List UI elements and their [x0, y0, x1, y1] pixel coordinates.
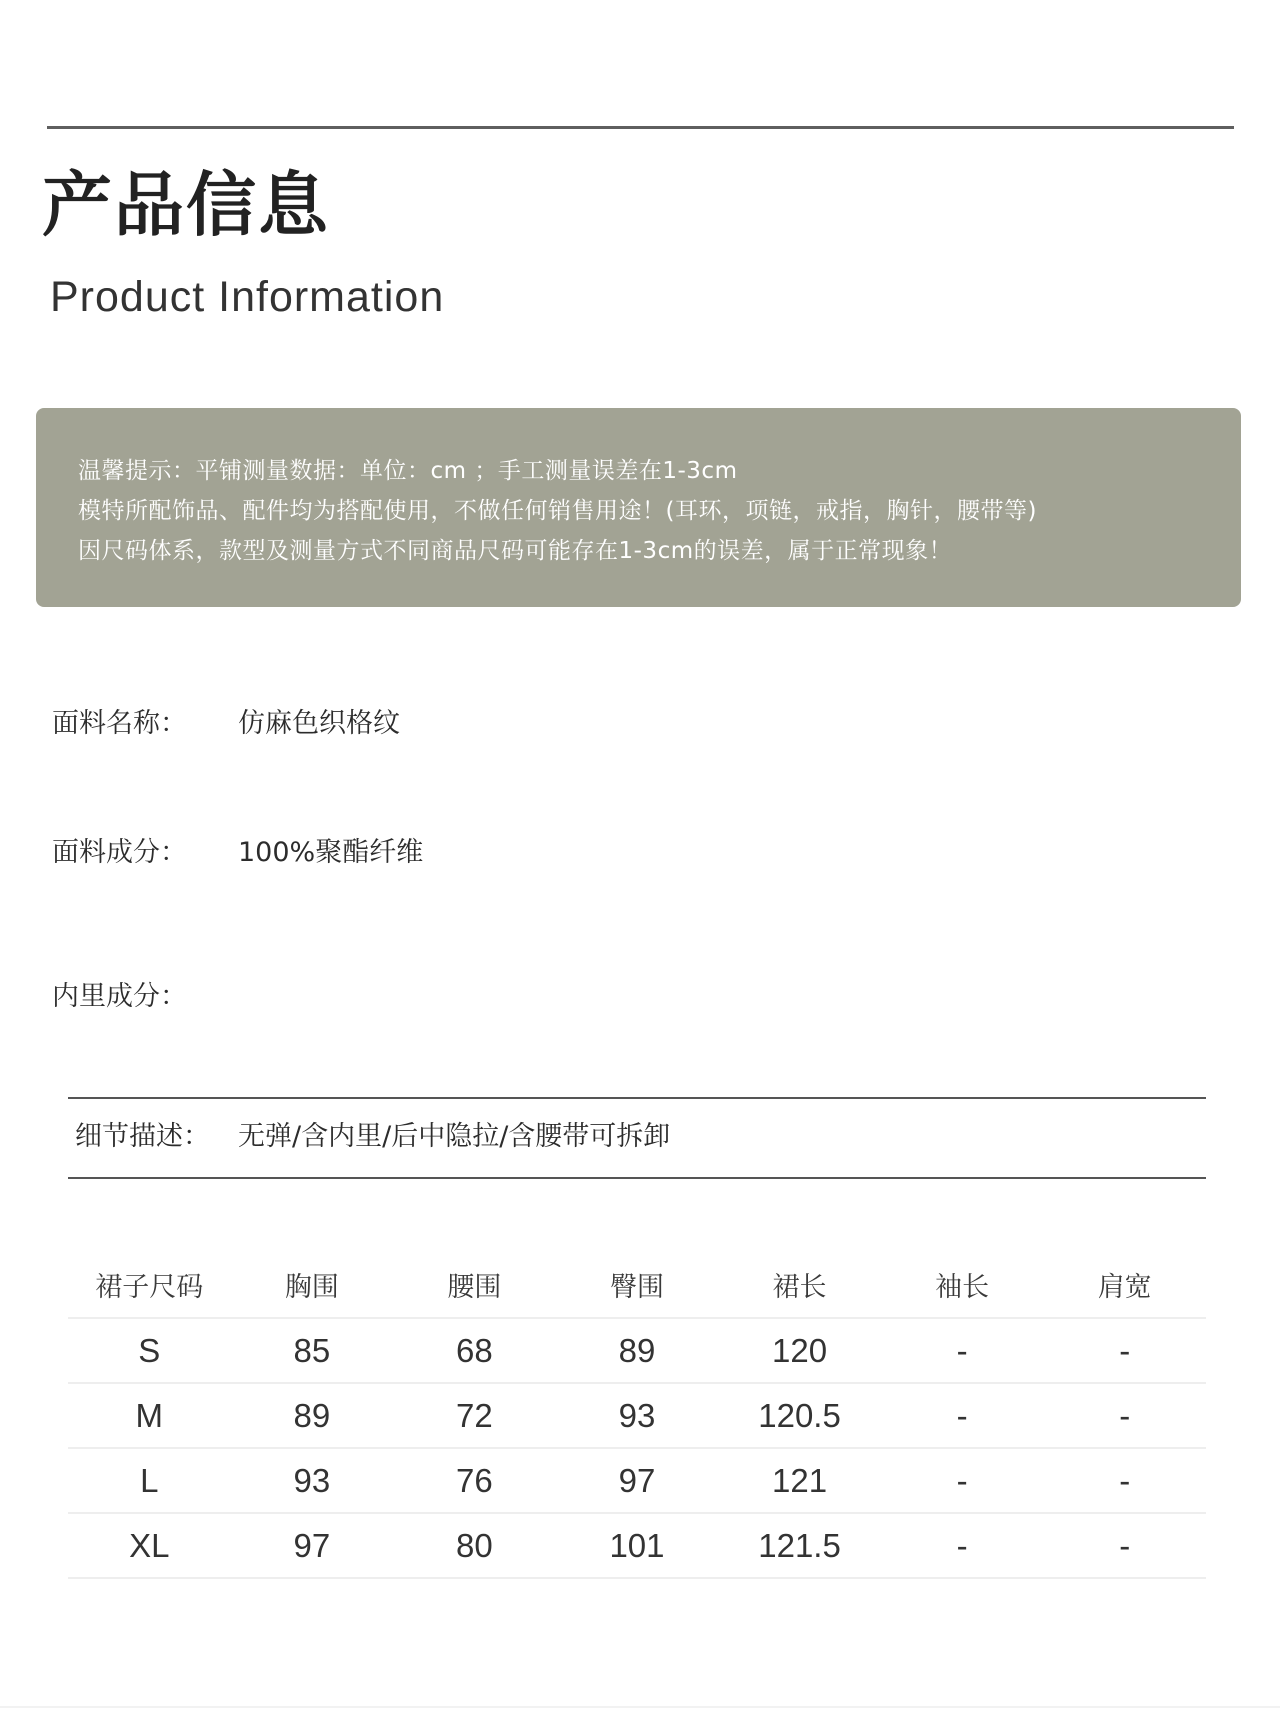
cell-sleeve: - — [881, 1383, 1044, 1448]
cell-shoulder: - — [1043, 1448, 1206, 1513]
fabric-name-value: 仿麻色织格纹 — [238, 708, 400, 739]
lining-composition-label: 内里成分： — [52, 981, 187, 1012]
page-subtitle: Product Information — [50, 273, 445, 321]
size-table — [68, 1252, 1206, 1579]
cell-waist: 80 — [393, 1513, 556, 1578]
cell-bust: 89 — [231, 1383, 394, 1448]
fabric-composition-value: 100%聚酯纤维 — [238, 837, 424, 868]
top-divider — [47, 126, 1234, 129]
table-row — [68, 1383, 1206, 1448]
cell-size: XL — [68, 1513, 231, 1578]
cell-shoulder: - — [1043, 1513, 1206, 1578]
cell-hip: 101 — [556, 1513, 719, 1578]
header-bust: 胸围 — [231, 1252, 394, 1318]
cell-shoulder: - — [1043, 1383, 1206, 1448]
fabric-composition-label: 面料成分： — [52, 837, 187, 868]
page-title: 产品信息 — [42, 164, 330, 246]
notice-line: 因尺码体系，款型及测量方式不同商品尺码可能存在1-3cm的误差，属于正常现象！ — [78, 538, 953, 564]
cell-size: M — [68, 1383, 231, 1448]
cell-size: L — [68, 1448, 231, 1513]
size-table-header-row — [68, 1252, 1206, 1318]
fabric-name-row — [52, 710, 400, 737]
cell-waist: 72 — [393, 1383, 556, 1448]
notice-line: 模特所配饰品、配件均为搭配使用，不做任何销售用途！(耳环，项链，戒指，胸针，腰带等) — [78, 498, 1037, 524]
lining-composition-row — [52, 983, 238, 1010]
cell-hip: 89 — [556, 1318, 719, 1383]
table-row — [68, 1318, 1206, 1383]
details-label: 细节描述： — [75, 1121, 210, 1152]
header-hip: 臀围 — [556, 1252, 719, 1318]
details-value: 无弹/含内里/后中隐拉/含腰带可拆卸 — [238, 1121, 671, 1152]
cell-waist: 68 — [393, 1318, 556, 1383]
header-size: 裙子尺码 — [68, 1252, 231, 1318]
details-top-divider — [68, 1097, 1206, 1099]
header-waist: 腰围 — [393, 1252, 556, 1318]
cell-shoulder: - — [1043, 1318, 1206, 1383]
cell-sleeve: - — [881, 1513, 1044, 1578]
details-row — [75, 1123, 670, 1150]
cell-waist: 76 — [393, 1448, 556, 1513]
cell-bust: 85 — [231, 1318, 394, 1383]
cell-length: 121 — [718, 1448, 881, 1513]
cell-length: 120 — [718, 1318, 881, 1383]
cell-size: S — [68, 1318, 231, 1383]
notice-line: 温馨提示：平铺测量数据：单位：cm ；手工测量误差在1-3cm — [78, 458, 738, 484]
cell-sleeve: - — [881, 1448, 1044, 1513]
cell-bust: 93 — [231, 1448, 394, 1513]
header-shoulder: 肩宽 — [1043, 1252, 1206, 1318]
cell-sleeve: - — [881, 1318, 1044, 1383]
header-sleeve: 袖长 — [881, 1252, 1044, 1318]
header-length: 裙长 — [718, 1252, 881, 1318]
cell-hip: 97 — [556, 1448, 719, 1513]
table-row — [68, 1448, 1206, 1513]
cell-bust: 97 — [231, 1513, 394, 1578]
cell-length: 121.5 — [718, 1513, 881, 1578]
details-bottom-divider — [68, 1177, 1206, 1179]
fabric-name-label: 面料名称： — [52, 708, 187, 739]
cell-hip: 93 — [556, 1383, 719, 1448]
bottom-divider — [0, 1706, 1280, 1708]
table-row — [68, 1513, 1206, 1578]
notice-box — [36, 408, 1241, 607]
fabric-composition-row — [52, 839, 423, 866]
cell-length: 120.5 — [718, 1383, 881, 1448]
